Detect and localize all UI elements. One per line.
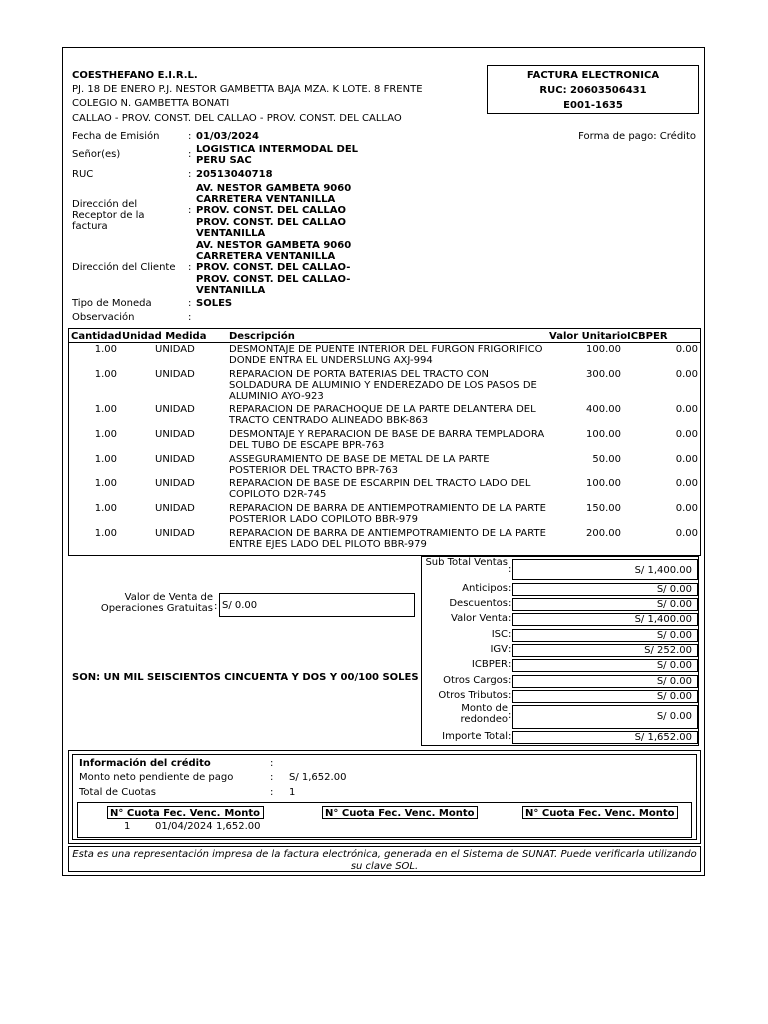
colon: : xyxy=(188,169,192,180)
invoice-page xyxy=(62,47,705,876)
customer-ruc-value: 20513040718 xyxy=(196,169,273,180)
total-label: Otros Cargos xyxy=(443,675,508,686)
colon: : xyxy=(508,710,512,721)
currency-value: SOLES xyxy=(196,298,233,309)
total-row xyxy=(422,583,700,596)
description-cell: DESMONTAJE Y REPARACION DE BASE DE BARRA TEMPLADORA DEL TUBO DE ESCAPE BPR-763 xyxy=(229,429,545,452)
total-value: S/ 0.00 xyxy=(512,659,698,672)
unit-cell: UNIDAD xyxy=(155,429,195,440)
description-cell: REPARACION DE BASE DE ESCARPIN DEL TRACTO LADO DEL COPILOTO D2R-745 xyxy=(229,478,531,501)
colon: : xyxy=(188,262,192,273)
quantity-cell: 1.00 xyxy=(94,528,117,539)
issue-date-value: 01/03/2024 xyxy=(196,131,259,142)
total-label: ICBPER xyxy=(471,659,508,670)
unit-cell: UNIDAD xyxy=(155,369,195,380)
quantity-cell: 1.00 xyxy=(94,344,117,355)
total-row xyxy=(422,659,700,672)
icbper-cell: 0.00 xyxy=(675,344,698,355)
colon: : xyxy=(270,787,274,798)
header-quantity: Cantidad xyxy=(71,331,122,342)
total-label: Otros Tributos xyxy=(438,690,508,701)
credit-title: Información del crédito xyxy=(79,758,211,769)
colon: : xyxy=(508,731,512,742)
document-ruc: RUC: 20603506431 xyxy=(539,85,647,97)
unit-value-cell: 400.00 xyxy=(586,404,621,415)
installments-header-2: N° Cuota Fec. Venc. Monto xyxy=(322,806,478,819)
total-label: Importe Total xyxy=(442,731,508,742)
total-label: Valor Venta xyxy=(451,613,508,624)
description-cell: REPARACION DE BARRA DE ANTIEMPOTRAMIENTO DE LA PARTE POSTERIOR LADO COPILOTO BBR-979 xyxy=(229,503,546,526)
colon: : xyxy=(508,613,512,624)
total-value: S/ 0.00 xyxy=(512,598,698,611)
document-number: E001-1635 xyxy=(563,100,623,112)
unit-value-cell: 100.00 xyxy=(586,478,621,489)
header-description: Descripción xyxy=(229,331,295,342)
receiver-address-value: AV. NESTOR GAMBETA 9060 CARRETERA VENTANILLA PROV. CONST. DEL CALLAO PROV. CONST. DEL CALLAO VENTANILLA xyxy=(196,183,352,239)
unit-cell: UNIDAD xyxy=(155,528,195,539)
colon: : xyxy=(508,644,512,655)
total-installments-value: 1 xyxy=(289,787,296,798)
total-row xyxy=(422,629,700,642)
icbper-cell: 0.00 xyxy=(675,503,698,514)
unit-cell: UNIDAD xyxy=(155,404,195,415)
customer-label: Señor(es) xyxy=(72,149,121,160)
description-cell: REPARACION DE PORTA BATERIAS DEL TRACTO CON SOLDADURA DE ALUMINIO Y ENDEREZADO DE LOS PASOS DE ALUMINIO AYO-923 xyxy=(229,369,537,403)
document-type: FACTURA ELECTRONICA xyxy=(526,70,660,81)
client-address-value: AV. NESTOR GAMBETA 9060 CARRETERA VENTANILLA PROV. CONST. DEL CALLAO-PROV. CONST. DEL CALLAO-VENTANILLA xyxy=(196,240,352,296)
unit-value-cell: 50.00 xyxy=(592,454,621,465)
total-row xyxy=(422,559,700,580)
header-unit: Unidad Medida xyxy=(122,331,207,342)
quantity-cell: 1.00 xyxy=(94,429,117,440)
unit-cell: UNIDAD xyxy=(155,478,195,489)
colon: : xyxy=(188,312,192,323)
total-row xyxy=(422,705,700,729)
observation-label: Observación xyxy=(72,312,135,323)
installment-date: 01/04/2024 xyxy=(155,821,213,832)
installments-header-3: N° Cuota Fec. Venc. Monto xyxy=(522,806,678,819)
header-unit-value: Valor Unitario xyxy=(549,331,628,342)
total-installments-label: Total de Cuotas xyxy=(79,787,156,798)
unit-value-cell: 100.00 xyxy=(586,429,621,440)
installments-box xyxy=(77,802,692,838)
unit-cell: UNIDAD xyxy=(155,454,195,465)
unit-cell: UNIDAD xyxy=(155,503,195,514)
colon: : xyxy=(508,583,512,594)
issuer-address-line-1: PJ. 18 DE ENERO P.J. NESTOR GAMBETTA BAJA MZA. K LOTE. 8 FRENTE xyxy=(72,84,423,96)
total-value: S/ 0.00 xyxy=(512,675,698,688)
issuer-name: COESTHEFANO E.I.R.L. xyxy=(72,70,198,81)
quantity-cell: 1.00 xyxy=(94,369,117,380)
icbper-cell: 0.00 xyxy=(675,369,698,380)
total-label: ISC xyxy=(491,629,508,640)
total-value: S/ 0.00 xyxy=(512,629,698,642)
free-operations-label: Valor de Venta de Operaciones Gratuitas xyxy=(100,592,213,615)
receiver-address-label: Dirección del Receptor de la factura xyxy=(72,199,145,233)
installment-amount-header: Monto xyxy=(224,808,260,819)
pending-amount-label: Monto neto pendiente de pago xyxy=(79,772,234,783)
icbper-cell: 0.00 xyxy=(675,528,698,539)
colon: : xyxy=(214,601,218,612)
total-value: S/ 0.00 xyxy=(512,583,698,596)
total-row xyxy=(422,598,700,611)
colon: : xyxy=(508,659,512,670)
quantity-cell: 1.00 xyxy=(94,454,117,465)
currency-label: Tipo de Moneda xyxy=(72,298,152,309)
quantity-cell: 1.00 xyxy=(94,404,117,415)
client-address-label: Dirección del Cliente xyxy=(72,262,176,273)
total-value: S/ 0.00 xyxy=(512,690,698,703)
icbper-cell: 0.00 xyxy=(675,454,698,465)
document-type-box xyxy=(487,65,699,114)
total-row xyxy=(422,613,700,626)
total-label: Sub Total Ventas xyxy=(425,557,508,568)
total-value: S/ 1,652.00 xyxy=(512,731,698,744)
pending-amount-value: S/ 1,652.00 xyxy=(289,772,347,783)
customer-ruc-label: RUC xyxy=(72,169,94,180)
payment-method: Forma de pago: Crédito xyxy=(578,131,696,142)
quantity-cell: 1.00 xyxy=(94,478,117,489)
unit-cell: UNIDAD xyxy=(155,344,195,355)
total-label: Descuentos xyxy=(449,598,508,609)
colon: : xyxy=(188,149,192,160)
issuer-block xyxy=(72,70,472,127)
colon: : xyxy=(508,675,512,686)
installments-header-1 xyxy=(107,806,264,819)
total-value: S/ 1,400.00 xyxy=(512,613,698,626)
total-label: Anticipos xyxy=(462,583,508,594)
sunat-footer-note: Esta es una representación impresa de la factura electrónica, generada en el Sistema de SUNAT. Puede verificarla utilizando su clave SOL. xyxy=(68,846,701,872)
colon: : xyxy=(188,298,192,309)
items-table-header xyxy=(69,330,700,343)
colon: : xyxy=(508,598,512,609)
total-label: Monto de redondeo xyxy=(460,703,508,726)
colon: : xyxy=(508,564,512,575)
free-operations-value: S/ 0.00 xyxy=(219,593,415,617)
quantity-cell: 1.00 xyxy=(94,503,117,514)
unit-value-cell: 150.00 xyxy=(586,503,621,514)
header-icbper: ICBPER xyxy=(627,331,668,342)
colon: : xyxy=(508,629,512,640)
total-value: S/ 252.00 xyxy=(512,644,698,657)
description-cell: DESMONTAJE DE PUENTE INTERIOR DEL FURGON FRIGORIFICO DONDE ENTRA EL UNDERSLUNG AXJ-994 xyxy=(229,344,543,367)
installment-amount: 1,652.00 xyxy=(216,821,261,832)
colon: : xyxy=(270,772,274,783)
total-value: S/ 0.00 xyxy=(512,705,698,729)
total-row xyxy=(422,731,700,744)
unit-value-cell: 100.00 xyxy=(586,344,621,355)
icbper-cell: 0.00 xyxy=(675,404,698,415)
issuer-address-line-3: CALLAO - PROV. CONST. DEL CALLAO - PROV. CONST. DEL CALLAO xyxy=(72,112,402,124)
installment-number: 1 xyxy=(124,821,131,832)
installment-header-label: N° Cuota Fec. Venc. xyxy=(110,808,221,819)
colon: : xyxy=(188,205,192,216)
colon: : xyxy=(270,758,274,769)
total-row xyxy=(422,690,700,703)
totals-box xyxy=(421,556,699,746)
total-row xyxy=(422,675,700,688)
description-cell: REPARACION DE BARRA DE ANTIEMPOTRAMIENTO DE LA PARTE ENTRE EJES LADO DEL PILOTO BBR-979 xyxy=(229,528,546,551)
unit-value-cell: 200.00 xyxy=(586,528,621,539)
issuer-address-line-2: COLEGIO N. GAMBETTA BONATI xyxy=(72,98,230,110)
credit-section xyxy=(68,750,701,844)
icbper-cell: 0.00 xyxy=(675,429,698,440)
colon: : xyxy=(508,690,512,701)
credit-info-box xyxy=(72,754,697,840)
total-value: S/ 1,400.00 xyxy=(512,559,698,580)
customer-name: LOGISTICA INTERMODAL DEL PERU SAC xyxy=(196,144,359,167)
items-table xyxy=(68,328,701,556)
issue-date-label: Fecha de Emisión xyxy=(72,131,160,142)
icbper-cell: 0.00 xyxy=(675,478,698,489)
total-row xyxy=(422,644,700,657)
description-cell: REPARACION DE PARACHOQUE DE LA PARTE DELANTERA DEL TRACTO CENTRADO ALINEADO BBK-863 xyxy=(229,404,536,427)
unit-value-cell: 300.00 xyxy=(586,369,621,380)
amount-in-words: SON: UN MIL SEISCIENTOS CINCUENTA Y DOS Y 00/100 SOLES xyxy=(72,672,419,683)
total-label: IGV xyxy=(490,644,508,655)
colon: : xyxy=(188,131,192,142)
description-cell: ASSEGURAMIENTO DE BASE DE METAL DE LA PARTE POSTERIOR DEL TRACTO BPR-763 xyxy=(229,454,490,477)
